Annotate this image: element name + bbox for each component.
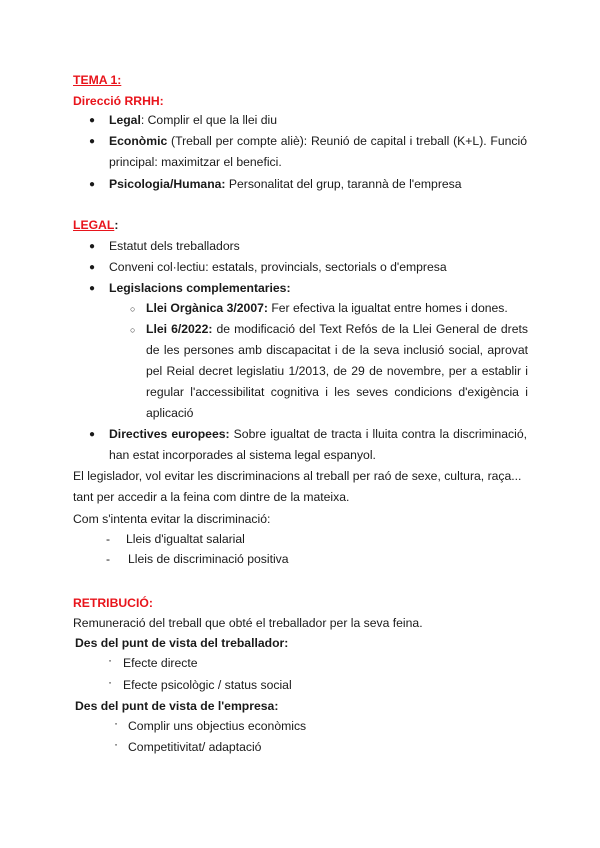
tema-heading: TEMA 1: [73,73,122,87]
bullet-icon: ● [89,283,96,294]
circle-bullet-icon: ○ [130,304,136,314]
dash-item-discriminacio: Lleis de discriminació positiva [128,552,289,566]
direccio-item-psicologia: Psicologia/Humana: Personalitat del grup, tarannà de l'empresa [109,177,462,191]
sub-item-llei-6-2022: Llei 6/2022: de modificació del Text Refós de la Llei General de drets de les persones amb discapacitat i de la seva inclusió social, aprovat pel Reial decret legislatiu 1/2013, de 29 de novembre, per a establir i regular l'accessibilitat cognitiva i les seves condicions d'exigència i aplicació [146,322,528,420]
retribucio-heading: RETRIBUCIÓ: [73,596,153,610]
dash-bullet-icon: - [106,532,111,546]
bullet-icon: ● [89,179,96,190]
direccio-item-economic: Econòmic (Treball per compte aliè): Reunió de capital i treball (K+L). Funció principal: maximitzar el benefici. [109,134,527,169]
middot-bullet-icon: · [114,737,119,751]
dash-item-igualtat: Lleis d'igualtat salarial [126,532,245,546]
com-sintenta-text: Com s'intenta evitar la discriminació: [73,512,271,526]
bullet-icon: ● [89,241,96,252]
middot-bullet-icon: · [108,653,113,667]
dash-bullet-icon: - [106,552,111,566]
directives-item: Directives europees: Sobre igualtat de tracta i lluita contra la discriminació, han estat incorporades al sistema legal espanyol. [109,427,527,462]
des-treballador-heading: Des del punt de vista del treballador: [75,636,289,650]
treballador-item-directe: Efecte directe [123,656,198,670]
bullet-icon: ● [89,262,96,273]
des-empresa-heading: Des del punt de vista de l'empresa: [75,699,279,713]
direccio-heading: Direcció RRHH: [73,94,164,108]
empresa-item-competitivitat: Competitivitat/ adaptació [128,740,262,754]
legal-item-estatut: Estatut dels treballadors [109,239,240,253]
legislador-paragraph: El legislador, vol evitar les discriminacions al treball per raó de sexe, cultura, raça... tant per accedir a la feina com dintre de la mateixa. [73,469,522,504]
remuneracio-text: Remuneració del treball que obté el treballador per la seva feina. [73,616,423,630]
circle-bullet-icon: ○ [130,325,136,335]
legal-heading: LEGAL: [73,218,119,232]
sub-item-llei-organica: Llei Orgànica 3/2007: Fer efectiva la igualtat entre homes i dones. [146,301,508,315]
bullet-icon: ● [89,115,96,126]
bullet-icon: ● [89,136,96,147]
empresa-item-objectius: Complir uns objectius econòmics [128,719,307,733]
legal-item-conveni: Conveni col·lectiu: estatals, provincials, sectorials o d'empresa [109,260,447,274]
legislacions-heading: Legislacions complementaries: [109,281,291,295]
bullet-icon: ● [89,429,96,440]
treballador-item-psicologic: Efecte psicològic / status social [123,678,292,692]
direccio-item-legal: Legal: Complir el que la llei diu [109,113,278,127]
middot-bullet-icon: · [114,716,119,730]
middot-bullet-icon: · [108,675,113,689]
